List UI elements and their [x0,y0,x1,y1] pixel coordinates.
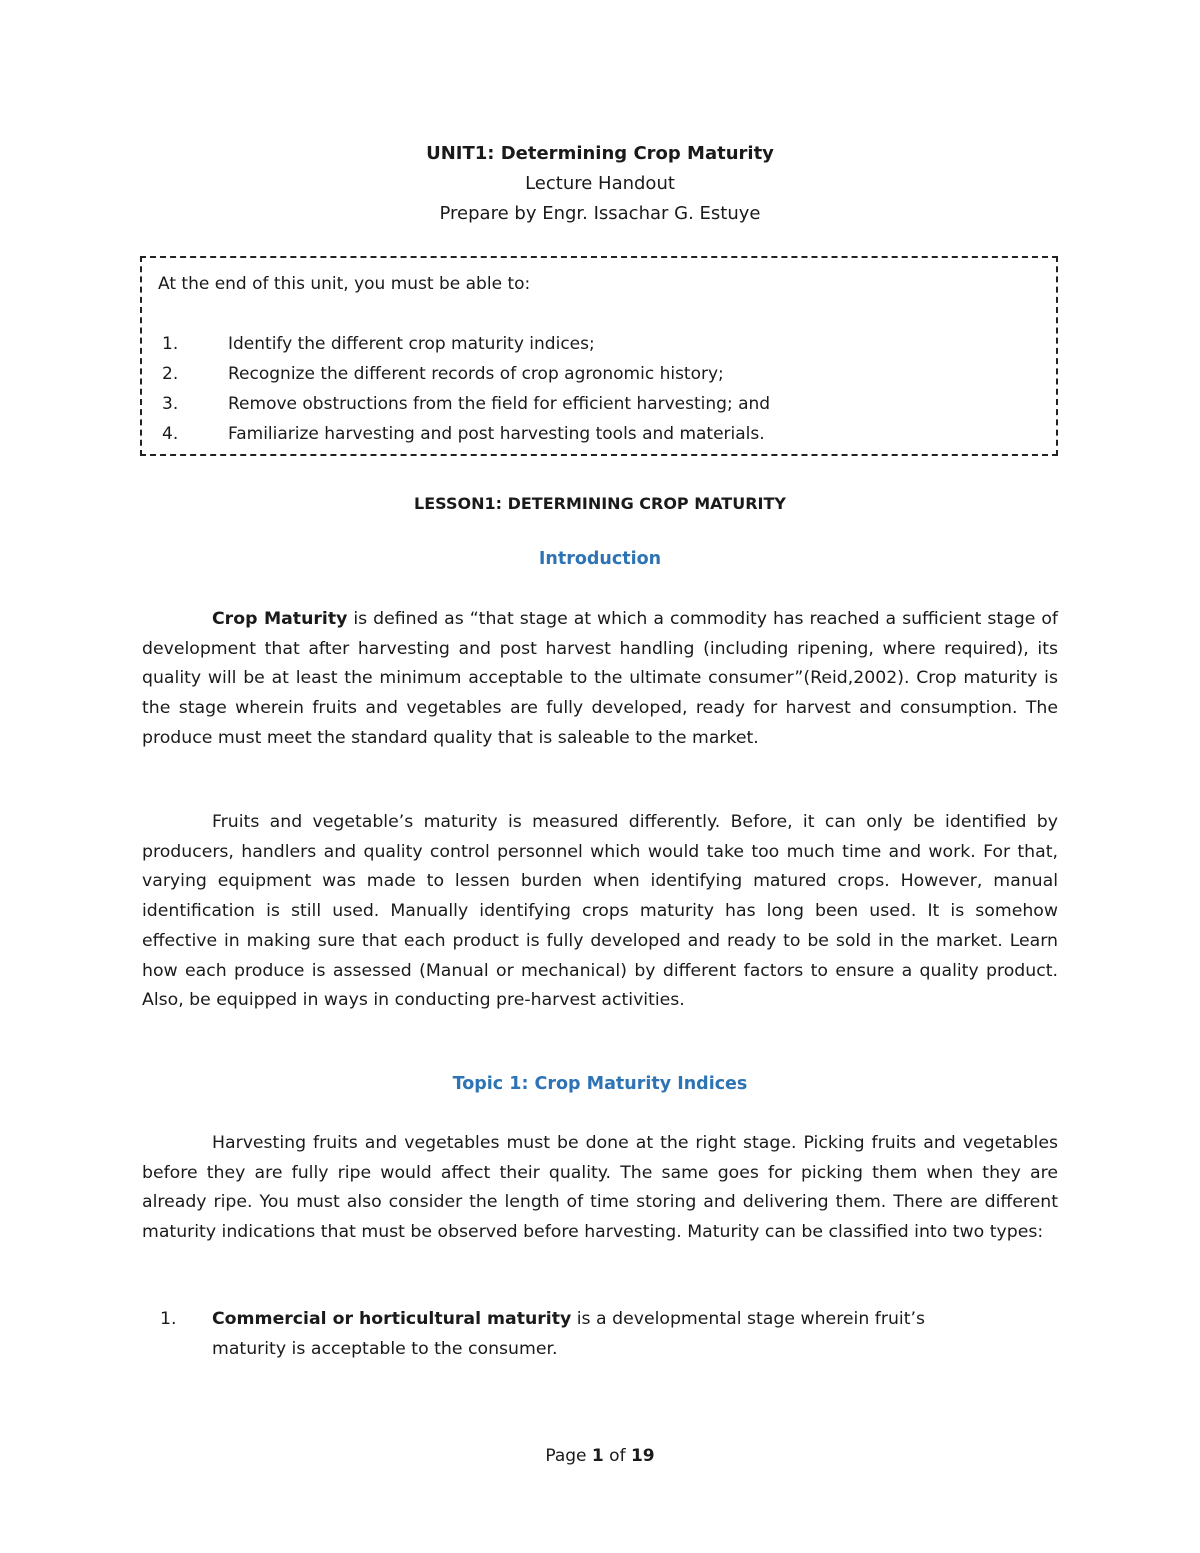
objectives-box [140,256,1058,456]
objective-item [162,332,770,362]
item-text [212,1305,1002,1364]
topic1-heading: Topic 1: Crop Maturity Indices [452,1074,748,1094]
objective-text: Familiarize harvesting and post harvesting tools and materials. [228,424,765,444]
total-page-count: 19 [630,1446,655,1466]
objectives-list [162,332,770,452]
handout-subtitle: Lecture Handout [525,173,675,194]
objective-number: 4. [162,424,179,444]
maturity-type-item [160,1305,1002,1364]
page-footer [0,1446,1200,1466]
item-description: is a developmental stage wherein fruit’s maturity is acceptable to the consumer. [212,1309,926,1359]
paragraph-text: Fruits and vegetable’s maturity is measured differently. Before, it can only be identified by producers, handlers and quality control personnel which would take too much time and work. For that, varying equipment was made to lessen burden when identifying matured crops. However, manual identification is still used. Manually identifying crops maturity has long been used. It is somehow effective in making sure that each product is fully developed and ready to be sold in the market. Learn how each produce is assessed (Manual or mechanical) by different factors to ensure a quality product. Also, be equipped in ways in conducting pre-harvest activities. [142,812,1058,1011]
introduction-paragraph-2 [142,808,1058,1016]
item-term: Commercial or horticultural maturity [212,1309,572,1329]
paragraph-text: is defined as “that stage at which a commodity has reached a sufficient stage of development that after harvesting and post harvest handling (including ripening, where required), its quality will be at least the minimum acceptable to the ultimate consumer”(Reid,2002). Crop maturity is the stage wherein fruits and vegetables are fully developed, ready for harvest and consumption. The produce must meet the standard quality that is saleable to the market. [142,609,1059,748]
objective-text: Remove obstructions from the field for efficient harvesting; and [228,394,771,414]
item-number: 1. [160,1309,177,1329]
introduction-paragraph-1 [142,605,1058,754]
objective-text: Recognize the different records of crop agronomic history; [228,364,724,384]
objective-item [162,422,770,452]
objective-number: 1. [162,334,179,354]
lesson-title: LESSON1: DETERMINING CROP MATURITY [414,494,786,513]
crop-maturity-term: Crop Maturity [212,609,348,629]
topic1-paragraph [142,1129,1058,1248]
objective-number: 3. [162,394,179,414]
unit-title: UNIT1: Determining Crop Maturity [426,143,774,164]
objective-text: Identify the different crop maturity indices; [228,334,595,354]
current-page-number: 1 [591,1446,604,1466]
footer-prefix: Page [545,1446,592,1466]
paragraph-text: Harvesting fruits and vegetables must be done at the right stage. Picking fruits and vegetables before they are fully ripe would affect their quality. The same goes for picking them when they are already ripe. You must also consider the length of time storing and delivering them. There are different maturity indications that must be observed before harvesting. Maturity can be classified into two types: [142,1133,1058,1243]
footer-of: of [603,1446,631,1466]
objective-item [162,362,770,392]
author-line: Prepare by Engr. Issachar G. Estuye [439,203,761,224]
objective-number: 2. [162,364,179,384]
objectives-intro: At the end of this unit, you must be able to: [158,274,531,294]
objective-item [162,392,770,422]
introduction-heading: Introduction [538,549,662,569]
